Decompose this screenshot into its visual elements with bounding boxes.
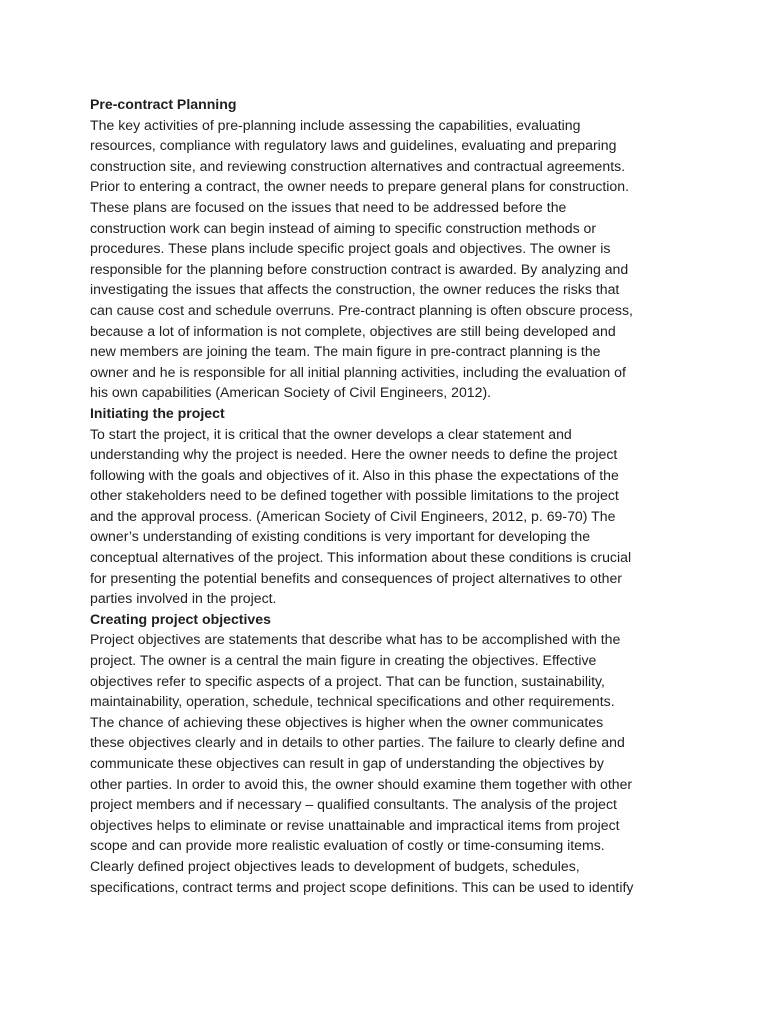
section-heading-creating-project-objectives: Creating project objectives — [90, 610, 271, 627]
text-line: and the approval process. (American Society of Civil Engineers, 2012, p. 69-70) The — [90, 507, 616, 524]
text-line: specifications, contract terms and project scope definitions. This can be used to identify — [90, 878, 634, 895]
text-line: owner’s understanding of existing conditions is very important for developing the — [90, 528, 591, 545]
text-line: communicate these objectives can result in gap of understanding the objectives by — [90, 755, 604, 771]
section-heading-pre-contract-planning: Pre-contract Planning — [90, 96, 237, 112]
text-line: other stakeholders need to be defined together with possible limitations to the project — [90, 487, 619, 504]
text-line: because a lot of information is not complete, objectives are still being developed and — [90, 322, 616, 339]
text-line: project. The owner is a central the main figure in creating the objectives. Effective — [90, 652, 597, 669]
text-line: resources, compliance with regulatory laws and guidelines, evaluating and preparing — [90, 137, 617, 154]
text-line: can cause cost and schedule overruns. Pre-contract planning is often obscure process, — [90, 301, 633, 318]
section-body-initiating-the-project — [90, 424, 690, 609]
text-line: these objectives clearly and in details to other parties. The failure to clearly define and — [90, 734, 625, 751]
section-body-pre-contract-planning — [90, 115, 690, 403]
text-line: maintainability, operation, schedule, technical specifications and other requirements. — [90, 693, 615, 710]
text-line: following with the goals and objectives of it. Also in this phase the expectations of the — [90, 466, 619, 483]
text-line: objectives helps to eliminate or revise unattainable and impractical items from project — [90, 816, 620, 833]
document-body — [90, 94, 690, 897]
text-line: for presenting the potential benefits and consequences of project alternatives to other — [90, 569, 622, 586]
text-line: construction site, and reviewing construction alternatives and contractual agreements. — [90, 157, 626, 174]
text-line: investigating the issues that affects the construction, the owner reduces the risks that — [90, 281, 620, 298]
text-line: procedures. These plans include specific project goals and objectives. The owner is — [90, 240, 611, 257]
text-line: These plans are focused on the issues that need to be addressed before the — [90, 198, 567, 215]
text-line: Clearly defined project objectives leads to development of budgets, schedules, — [90, 857, 580, 874]
text-line: responsible for the planning before construction contract is awarded. By analyzing and — [90, 260, 629, 277]
text-line: project members and if necessary – qualified consultants. The analysis of the project — [90, 796, 617, 813]
text-line: conceptual alternatives of the project. This information about these conditions is crucial — [90, 549, 632, 566]
text-line: new members are joining the team. The main figure in pre-contract planning is the — [90, 343, 601, 360]
section-heading-initiating-the-project: Initiating the project — [90, 404, 225, 421]
text-line: The key activities of pre-planning include assessing the capabilities, evaluating — [90, 116, 581, 133]
text-line: The chance of achieving these objectives is higher when the owner communicates — [90, 713, 604, 730]
text-line: objectives refer to specific aspects of a project. That can be function, sustainability, — [90, 672, 605, 689]
text-line: Project objectives are statements that describe what has to be accomplished with the — [90, 631, 621, 648]
text-line: owner and he is responsible for all initial planning activities, including the evaluation of — [90, 363, 626, 380]
text-line: To start the project, it is critical that the owner develops a clear statement and — [90, 425, 572, 442]
text-line: other parties. In order to avoid this, the owner should examine them together with other — [90, 775, 633, 792]
text-line: parties involved in the project. — [90, 590, 277, 607]
text-line: construction work can begin instead of aiming to specific construction methods or — [90, 219, 597, 236]
text-line: scope and can provide more realistic evaluation of costly or time-consuming items. — [90, 837, 605, 854]
text-line: Prior to entering a contract, the owner needs to prepare general plans for construction. — [90, 178, 630, 195]
text-line: his own capabilities (American Society of Civil Engineers, 2012). — [90, 384, 492, 401]
text-line: understanding why the project is needed. Here the owner needs to define the project — [90, 446, 618, 463]
section-body-creating-project-objectives — [90, 629, 690, 897]
